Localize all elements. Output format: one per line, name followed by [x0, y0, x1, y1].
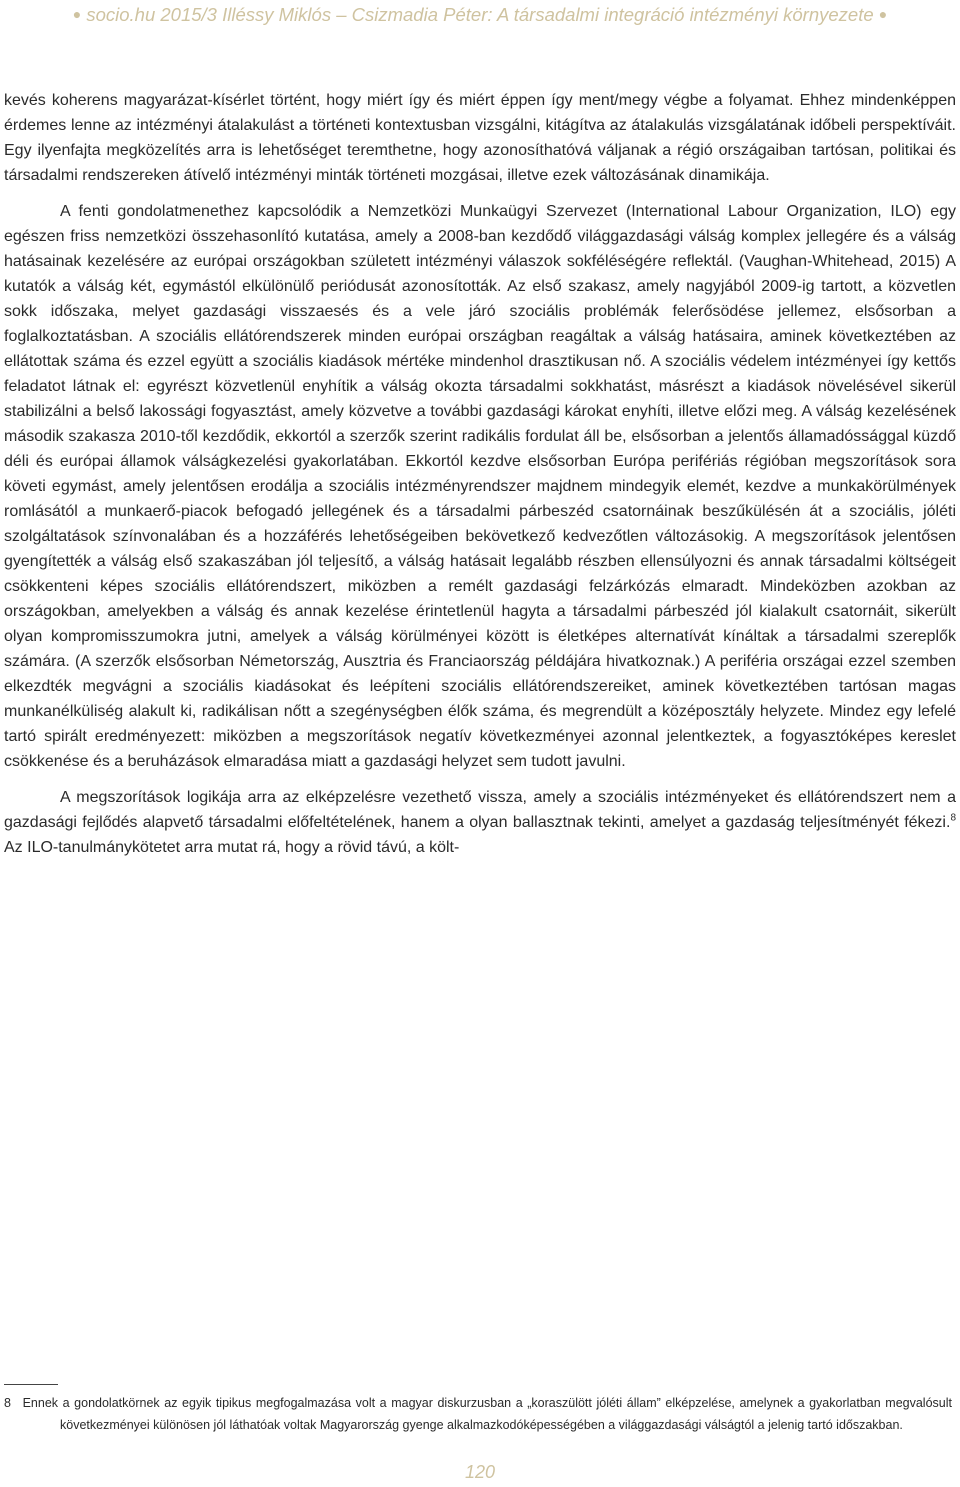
footnote-separator	[4, 1384, 58, 1385]
bullet-icon: ●	[878, 6, 888, 22]
paragraph-text: A megszorítások logikája arra az elképzelésre vezethető vissza, amely a szociális intézményeket és ellátórendszert nem a gazdasági fejlődés alapvető társadalmi előfeltételének, hanem a olyan ballasztnak tekinti, amelyet a gazdaság teljesítményét fékezi.	[4, 789, 956, 831]
paragraph-text: Az ILO-tanulmánykötetet arra mutat rá, hogy a rövid távú, a költ-	[4, 839, 460, 856]
body-text	[4, 88, 956, 860]
footnote-reference: 8	[950, 812, 956, 824]
page-number: 120	[464, 1462, 496, 1482]
paragraph: kevés koherens magyarázat-kísérlet történt, hogy miért így és miért éppen így ment/megy végbe a folyamat. Ehhez mindenképpen érdemes lenne az intézményi átalakulást a történeti kontextusban vizsgálni, kitágítva az átalakulás vizsgálatának időbeli perspektíváit. Egy ilyenfajta megközelítés arra is lehetőséget teremthetne, hogy azonosíthatóvá váljanak a régió országaiban tartósan, politikai és társadalmi rendszereken átívelő intézményi minták történeti mozgásai, illetve ezek változásának dinamikája.	[4, 92, 956, 184]
footnote-number: 8	[4, 1396, 11, 1410]
footnote-text: Ennek a gondolatkörnek az egyik tipikus megfogalmazása volt a magyar diskurzusban a „koraszülött jóléti állam” elképzelése, amelynek a gyakorlatban megvalósult következményei különösen jól láthatóak voltak Magyarország gyenge alkalmazkodóképességében a világgazdasági válságtól a jelenig tartó időszakban.	[22, 1396, 952, 1432]
bullet-icon: ●	[72, 6, 82, 22]
running-header	[0, 4, 960, 26]
running-header-text: socio.hu 2015/3 Illéssy Miklós – Csizmadia Péter: A társadalmi integráció intézményi környezete	[86, 4, 874, 25]
paragraph	[4, 785, 956, 860]
paragraph: A fenti gondolatmenethez kapcsolódik a Nemzetközi Munkaügyi Szervezet (International Labour Organization, ILO) egy egészen friss nemzetközi összehasonlító kutatása, amely a 2008-ban kezdődő világgazdasági válság komplex jellegére és a válság hatásainak kezelésére az európai országokban született intézményi válaszok sokféléségére reflektál. (Vaughan-Whitehead, 2015) A kutatók a válság két, egymástól elkülönülő periódusát azonosították. Az első szakasz, amely nagyjából 2009-ig tartott, a közvetlen sokk időszaka, melyet gazdasági visszaesés és a vele járó szociális problémák felerősödése jellemez, elsősorban a foglalkoztatásban. A szociális ellátórendszerek minden európai országban reagáltak a válság hatásaira, aminek következtében az ellátottak száma és ezzel együtt a szociális kiadások mértéke mindenhol drasztikusan nő. A szociális védelem intézményei így kettős feladatot látnak el: egyrészt közvetlenül enyhítik a válság okozta társadalmi sokkhatást, másrészt a kiadások növelésével sikerül stabilizálni a belső lakossági fogyasztást, amely közvetve a további gazdasági károkat enyhíti, illetve előzi meg. A válság kezelésének második szakasza 2010-től kezdődik, ekkortól a szerzők szerint radikális fordulat áll be, elsősorban a jelentős államadóssággal küzdő déli és európai államok válságkezelési gyakorlatában. Ekkortól kezdve elsősorban Európa perifériás régióban megszorítások sora követi egymást, amely jelentősen erodálja a szociális intézményrendszer majdnem mindegyik elemét, kezdve a munkakörülmények romlásától a munkaerő-piacok befogadó jellegének és a társadalmi párbeszéd csatornáinak beszűkülésén át a szociális, jóléti szolgáltatások színvonalában és a hozzáférés lehetőségeiben bekövetkező kedvezőtlen változásokig. A megszorítások jelentősen gyengítették a válság első szakaszában jól teljesítő, a válság hatásait legalább részben ellensúlyozni és annak társadalmi költségeit csökkenteni képes szociális ellátórendszert, miközben a remélt gazdasági felzárkózás elmaradt. Mindeközben azokban az országokban, amelyekben a válság és annak kezelése érintetlenül hagyta a társadalmi párbeszéd jól kialakult csatornáit, sikerült olyan kompromisszumokra jutni, amelyek a válság körülményei között is életképes alternatívát kínáltak a társadalmi szereplők számára. (A szerzők elsősorban Németország, Ausztria és Franciaország példájára hivatkoznak.) A periféria országai ezzel szemben elkezdték megvágni a szociális kiadásokat és leépíteni szociális ellátórendszereiket, aminek következtében tartósan magas munkanélküliség alakult ki, radikálisan nőtt a szegénységben élők száma, és megrendült a középosztály helyzete. Mindez egy lefelé tartó spirált eredményezett: miközben a megszorítások negatív következményei azonnal jelentkeztek, a fogyasztóképes kereslet csökkenése és a beruházások elmaradása miatt a gazdasági helyzet sem tudott javulni.	[4, 203, 956, 770]
footnote	[4, 1392, 952, 1436]
